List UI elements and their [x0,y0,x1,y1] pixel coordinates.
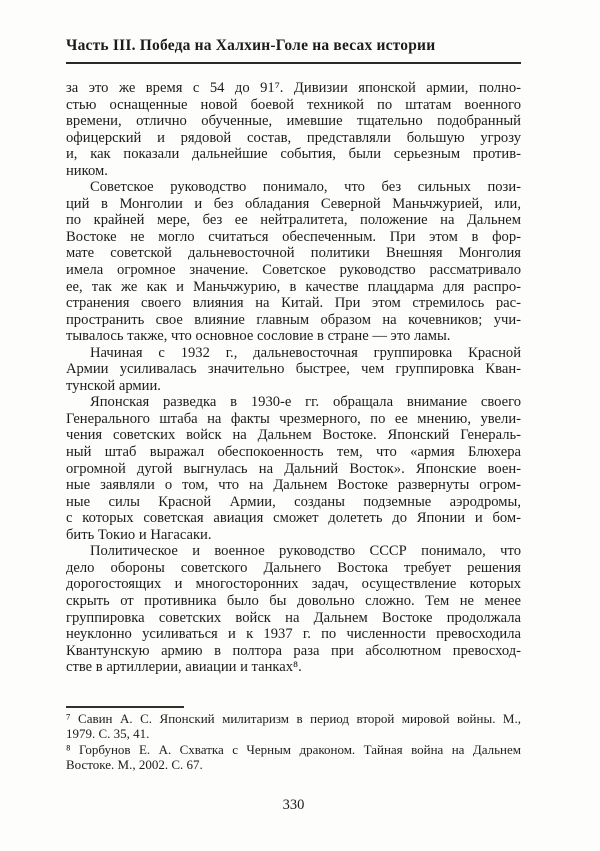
body-text [66,80,521,676]
text-line: и, как показали дальнейшие события, были серьезным против- [66,146,521,163]
text-line: мате советской дальневосточной политики Внешняя Монголия [66,245,521,262]
running-header: Часть III. Победа на Халхин-Голе на весах истории [66,37,436,54]
text-line: бить Токио и Нагасаки. [66,526,212,543]
text-line: ее, так же как и Маньчжурию, в качестве плацдарма для распро- [66,278,521,295]
text-line: имела огромное значение. Советское руководство рассматривало [66,262,521,279]
footnote-line: ⁷ Савин А. С. Японский милитаризм в период второй мировой войны. М., [66,711,521,726]
text-line: тывалось также, что основное сословие в стране — это ламы. [66,328,451,345]
text-line: Армии усиливалась значительно быстрее, чем группировка Кван- [66,361,521,378]
text-line: Японская разведка в 1930-е гг. обращала внимание своего [90,394,521,411]
text-line: тунской армии. [66,377,161,394]
text-line: Советское руководство понимало, что без сильных пози- [90,179,521,196]
footnotes-section [66,711,521,772]
footnote-line: ⁸ Горбунов Е. А. Схватка с Черным драконом. Тайная война на Дальнем [66,741,521,757]
footnote-rule [66,706,184,708]
text-line: дело обороны советского Дальнего Востока требует решения [66,559,521,576]
text-line: с которых советская авиация сможет долететь до Японии и бом- [66,510,521,527]
text-line: группировка советских войск на Дальнем Востоке продолжала [66,609,521,626]
footnote-line: 1979. С. 35, 41. [66,726,150,742]
text-line: пространить свое влияние главным образом на кочевников; учи- [66,311,521,328]
text-line: стве в артиллерии, авиации и танках⁸. [66,659,302,676]
text-line: времени, отлично обученные, имевшие тщательно подобранный [66,113,521,130]
text-line: за это же время с 54 до 91⁷. Дивизии японской армии, полно- [66,80,521,96]
text-line: чения советских войск на Дальнем Востоке. Японский Генераль- [66,427,521,444]
text-line: офицерский и рядовой состав, представляли большую угрозу [66,129,521,146]
text-line: странения своего влияния на Китай. При этом стремилось рас- [66,295,521,312]
text-line: Генерального штаба на факты чрезмерного, по ее мнению, увели- [66,410,521,427]
page-number: 330 [282,797,305,813]
text-line: Востоке не могло считаться обеспеченным. При этом в фор- [66,228,521,245]
text-line: скрыть от противника было бы довольно сложно. Тем не менее [66,592,521,609]
text-line: неуклонно усиливаться и к 1937 г. по численности превосходила [66,626,521,643]
text-line: ций в Монголии и без обладания Северной Маньчжурией, или, [66,195,521,212]
text-line: огромной дугой выгнулась на Дальний Восток». Японские воен- [66,460,521,477]
text-line: ные заявляли о том, что на Дальнем Востоке развернуты огром- [66,477,521,494]
header-rule [66,62,521,64]
footnote-line: Востоке. М., 2002. С. 67. [66,756,203,772]
text-line: ником. [66,162,108,179]
text-line: стью оснащенные новой боевой техникой по штатам военного [66,96,521,113]
text-line: Политическое и военное руководство СССР понимало, что [90,543,521,560]
text-line: Начиная с 1932 г., дальневосточная группировка Красной [90,344,521,361]
text-line: по крайней мере, без ее нейтралитета, положение на Дальнем [66,212,521,229]
text-line: Квантунскую армию в полтора раза при абсолютном превосход- [66,642,521,659]
text-line: дорогостоящих и многосторонних задач, осуществление которых [66,576,521,593]
text-line: ный штаб выражал обеспокоенность тем, что «армия Блюхера [66,444,521,461]
text-line: ные силы Красной Армии, созданы подземные аэродромы, [66,493,521,510]
